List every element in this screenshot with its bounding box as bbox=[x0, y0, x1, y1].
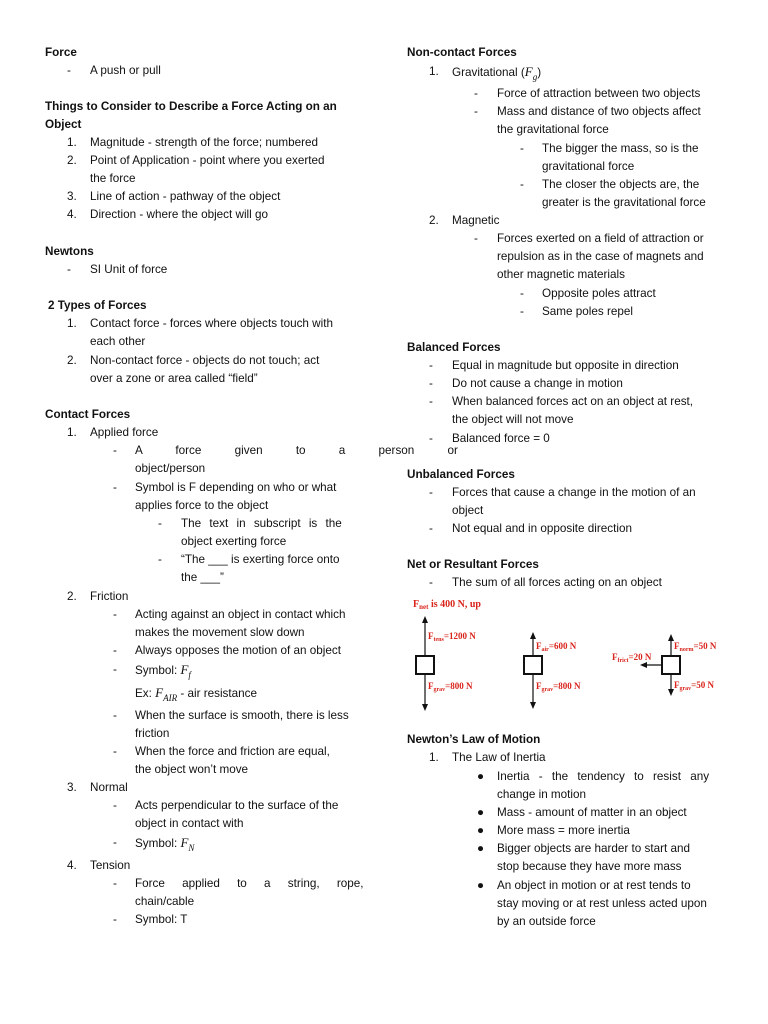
sub-item-cont: object in contact with bbox=[135, 817, 244, 830]
sub-item-cont: the object won’t move bbox=[135, 763, 249, 776]
dash-bullet: - bbox=[113, 481, 117, 494]
force-diagram-3 bbox=[612, 634, 717, 696]
list-item: Balanced force = 0 bbox=[452, 432, 550, 445]
list-item: Line of action - pathway of the object bbox=[90, 190, 281, 203]
arrowhead-icon bbox=[530, 632, 536, 639]
dash-bullet: - bbox=[113, 799, 117, 812]
list-item-title: The Law of Inertia bbox=[452, 751, 546, 764]
title-text: ) bbox=[537, 66, 542, 79]
sub-sub-item-cont: the ___” bbox=[181, 571, 224, 584]
dash-bullet: - bbox=[113, 663, 117, 676]
sub-sub-item: Opposite poles attract bbox=[542, 287, 656, 300]
gravity-force-label: $F_{grav}=50$ N bbox=[674, 680, 715, 692]
section-heading-things bbox=[45, 98, 361, 116]
net-force-label: $F_{net}$ is 400 N, up bbox=[413, 599, 481, 611]
dash-bullet: - bbox=[429, 522, 433, 535]
list-item-title: Friction bbox=[90, 590, 129, 603]
section-heading-net: Net or Resultant Forces bbox=[407, 558, 539, 571]
list-number: 1. bbox=[67, 136, 77, 149]
symbol-label: Symbol: bbox=[135, 664, 181, 677]
dash-bullet: - bbox=[429, 359, 433, 372]
object-box bbox=[662, 656, 680, 674]
arrowhead-icon bbox=[640, 662, 647, 668]
dash-bullet: - bbox=[429, 432, 433, 445]
force-diagram bbox=[405, 594, 735, 716]
list-item-cont: each other bbox=[90, 335, 146, 348]
list-number: 2. bbox=[67, 154, 77, 167]
dash-bullet: - bbox=[67, 64, 71, 77]
arrowhead-icon bbox=[668, 634, 674, 641]
sub-item-cont: chain/cable bbox=[135, 895, 195, 908]
sub-item-cont: stay moving or at rest unless acted upon bbox=[497, 897, 707, 910]
air-force-label: $F_{air}=600$ N bbox=[536, 641, 577, 653]
sub-sub-item-cont: greater is the gravitational force bbox=[542, 196, 706, 209]
section-heading-force: Force bbox=[45, 46, 77, 59]
dot-bullet: ● bbox=[477, 770, 485, 783]
sub-item: Forces exerted on a field of attraction or bbox=[497, 232, 704, 245]
sub-item: When the force and friction are equal, bbox=[135, 745, 330, 758]
symbol-subscript: g bbox=[532, 72, 538, 82]
dash-bullet: - bbox=[113, 913, 117, 926]
dash-bullet: - bbox=[113, 444, 117, 457]
list-item: Non-contact force - objects do not touch; act bbox=[90, 354, 320, 367]
sub-sub-item: The closer the objects are, the bbox=[542, 178, 700, 191]
dash-bullet: - bbox=[158, 553, 162, 566]
sub-item: Mass and distance of two objects affect bbox=[497, 105, 701, 118]
object-box bbox=[416, 656, 434, 674]
sub-item: Always opposes the motion of an object bbox=[135, 644, 341, 657]
tension-force-label: $F_{tens}=1200$ N bbox=[428, 631, 476, 643]
list-item-title: Applied force bbox=[90, 426, 159, 439]
list-item: A push or pull bbox=[90, 64, 161, 77]
list-number: 2. bbox=[67, 590, 77, 603]
list-item-title: Tension bbox=[90, 859, 131, 872]
dash-bullet: - bbox=[520, 142, 524, 155]
object-box bbox=[524, 656, 542, 674]
sub-item-cont: by an outside force bbox=[497, 915, 596, 928]
list-item: Contact force - forces where objects touch with bbox=[90, 317, 333, 330]
sub-item-cont: applies force to the object bbox=[135, 499, 269, 512]
list-number: 1. bbox=[67, 317, 77, 330]
dash-bullet: - bbox=[429, 395, 433, 408]
section-heading-newtons: Newtons bbox=[45, 245, 94, 258]
list-item: Equal in magnitude but opposite in direction bbox=[452, 359, 679, 372]
list-number: 4. bbox=[67, 208, 77, 221]
dash-bullet: - bbox=[113, 877, 117, 890]
symbol-subscript: f bbox=[188, 670, 191, 680]
example-label: Ex: bbox=[135, 687, 156, 700]
list-number: 1. bbox=[429, 65, 439, 78]
symbol-f: F bbox=[180, 662, 189, 677]
sub-item: When the surface is smooth, there is less bbox=[135, 709, 349, 722]
sub-item: Symbol is F depending on who or what bbox=[135, 481, 337, 494]
dash-bullet: - bbox=[113, 745, 117, 758]
gravity-force-label: $F_{grav}=800$ N bbox=[536, 681, 581, 693]
symbol-f: F bbox=[180, 835, 189, 850]
list-number: 2. bbox=[429, 214, 439, 227]
sub-sub-item-cont: gravitational force bbox=[542, 160, 635, 173]
dash-bullet: - bbox=[113, 608, 117, 621]
dash-bullet: - bbox=[520, 178, 524, 191]
list-item: SI Unit of force bbox=[90, 263, 168, 276]
dash-bullet: - bbox=[474, 87, 478, 100]
dash-bullet: - bbox=[429, 576, 433, 589]
example-line bbox=[135, 684, 257, 702]
list-item: Magnitude - strength of the force; numbered bbox=[90, 136, 319, 149]
list-item: When balanced forces act on an object at rest, bbox=[452, 395, 694, 408]
list-item-title: Normal bbox=[90, 781, 128, 794]
symbol-label: Symbol: bbox=[135, 837, 181, 850]
dash-bullet: - bbox=[429, 377, 433, 390]
section-heading-contact: Contact Forces bbox=[45, 408, 131, 421]
list-number: 1. bbox=[67, 426, 77, 439]
sub-item: Force applied to a string, rope, bbox=[135, 877, 364, 890]
dash-bullet: - bbox=[520, 305, 524, 318]
symbol-f: F bbox=[155, 685, 164, 700]
sub-item-cont: other magnetic materials bbox=[497, 268, 625, 281]
symbol-line bbox=[135, 834, 194, 852]
list-item-cont: the object will not move bbox=[452, 413, 574, 426]
sub-item-cont: stop because they have more mass bbox=[497, 860, 682, 873]
sub-sub-item: The bigger the mass, so is the bbox=[542, 142, 699, 155]
sub-item: Symbol: T bbox=[135, 913, 188, 926]
example-text: - air resistance bbox=[177, 687, 257, 700]
dash-bullet: - bbox=[158, 517, 162, 530]
dash-bullet: - bbox=[474, 232, 478, 245]
gravity-force-label: $F_{grav}=800$ N bbox=[428, 681, 473, 693]
list-item-title: Magnetic bbox=[452, 214, 500, 227]
list-item: Do not cause a change in motion bbox=[452, 377, 623, 390]
friction-force-label: $F_{frict}=20$ N bbox=[612, 652, 652, 664]
sub-item: Acts perpendicular to the surface of the bbox=[135, 799, 339, 812]
symbol-subscript: N bbox=[188, 843, 195, 853]
dash-bullet: - bbox=[113, 836, 117, 849]
sub-item: Force of attraction between two objects bbox=[497, 87, 701, 100]
list-item: Point of Application - point where you exerted bbox=[90, 154, 325, 167]
dot-bullet: ● bbox=[477, 806, 485, 819]
heading-text: Things to Consider to Describe a Force Acting on an bbox=[45, 100, 337, 113]
sub-sub-item-cont: object exerting force bbox=[181, 535, 287, 548]
symbol-line bbox=[135, 661, 191, 679]
dash-bullet: - bbox=[113, 709, 117, 722]
arrowhead-icon bbox=[668, 689, 674, 696]
dash-bullet: - bbox=[67, 263, 71, 276]
sub-item: Inertia - the tendency to resist any bbox=[497, 770, 710, 783]
dash-bullet: - bbox=[429, 486, 433, 499]
list-item-cont: the force bbox=[90, 172, 136, 185]
list-number: 3. bbox=[67, 190, 77, 203]
sub-sub-item: “The ___ is exerting force onto bbox=[181, 553, 340, 566]
symbol-subscript: AIR bbox=[163, 693, 178, 703]
list-item-title bbox=[452, 63, 541, 81]
dash-bullet: - bbox=[113, 644, 117, 657]
sub-sub-item: The text in subscript is the bbox=[181, 517, 342, 530]
heading-text-cont: Object bbox=[45, 118, 82, 131]
list-item-cont: over a zone or area called “field” bbox=[90, 372, 258, 385]
list-item: Direction - where the object will go bbox=[90, 208, 268, 221]
list-item: The sum of all forces acting on an object bbox=[452, 576, 662, 589]
dot-bullet: ● bbox=[477, 842, 485, 855]
arrowhead-icon bbox=[422, 704, 428, 711]
sub-sub-item: Same poles repel bbox=[542, 305, 633, 318]
list-number: 2. bbox=[67, 354, 77, 367]
sub-item: An object in motion or at rest tends to bbox=[497, 879, 691, 892]
list-number: 4. bbox=[67, 859, 77, 872]
sub-item-cont: object/person bbox=[135, 462, 206, 475]
arrowhead-icon bbox=[422, 616, 428, 623]
list-number: 3. bbox=[67, 781, 77, 794]
dash-bullet: - bbox=[520, 287, 524, 300]
symbol-f: F bbox=[524, 64, 533, 79]
normal-force-label: $F_{norm}=50$ N bbox=[674, 641, 717, 653]
arrowhead-icon bbox=[530, 702, 536, 709]
sub-item: Mass - amount of matter in an object bbox=[497, 806, 687, 819]
list-item: Not equal and in opposite direction bbox=[452, 522, 632, 535]
sub-item: More mass = more inertia bbox=[497, 824, 630, 837]
sub-item-cont: the gravitational force bbox=[497, 123, 609, 136]
section-heading-noncontact: Non-contact Forces bbox=[407, 46, 517, 59]
dash-bullet: - bbox=[474, 105, 478, 118]
sub-item: Bigger objects are harder to start and bbox=[497, 842, 690, 855]
section-heading-balanced: Balanced Forces bbox=[407, 341, 501, 354]
dot-bullet: ● bbox=[477, 879, 485, 892]
list-number: 1. bbox=[429, 751, 439, 764]
sub-item-cont: repulsion as in the case of magnets and bbox=[497, 250, 704, 263]
section-heading-types: 2 Types of Forces bbox=[48, 299, 147, 312]
force-diagram-2 bbox=[524, 632, 581, 709]
section-heading-newtons-law: Newton’s Law of Motion bbox=[407, 733, 541, 746]
force-diagram-1 bbox=[416, 616, 476, 711]
title-text: Gravitational ( bbox=[452, 66, 525, 79]
sub-item-cont: friction bbox=[135, 727, 170, 740]
section-heading-unbalanced: Unbalanced Forces bbox=[407, 468, 515, 481]
sub-item-cont: change in motion bbox=[497, 788, 587, 801]
dot-bullet: ● bbox=[477, 824, 485, 837]
sub-item-cont: makes the movement slow down bbox=[135, 626, 305, 639]
list-item: Forces that cause a change in the motion of an bbox=[452, 486, 696, 499]
sub-item: A force given to a person or bbox=[135, 444, 458, 457]
sub-item: Acting against an object in contact which bbox=[135, 608, 346, 621]
list-item-cont: object bbox=[452, 504, 484, 517]
